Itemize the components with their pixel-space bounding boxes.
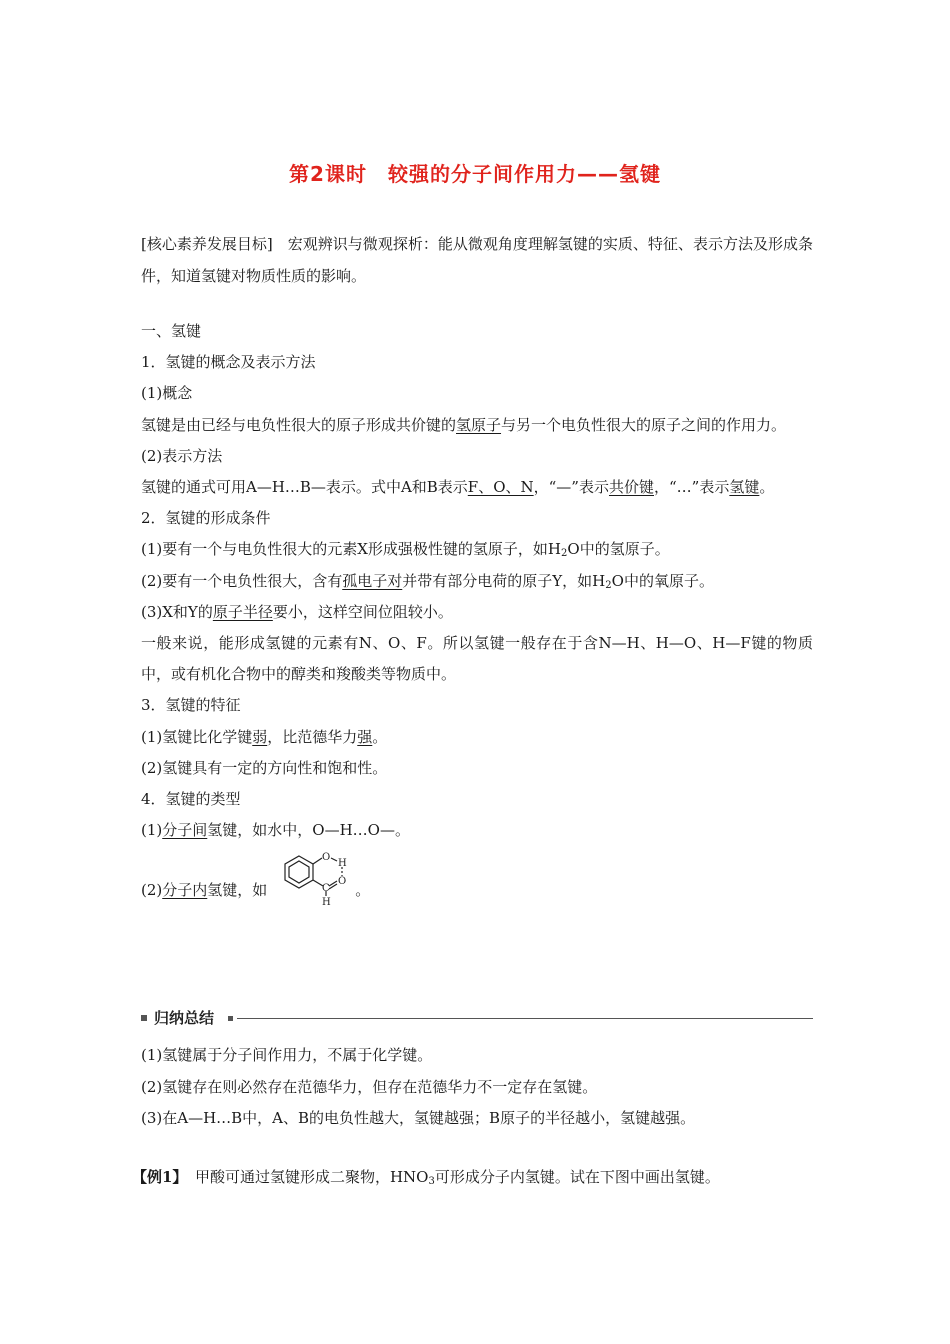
condition-2 — [141, 566, 813, 597]
answer-blank: F、O、N — [467, 477, 534, 496]
condition-3 — [141, 597, 813, 628]
benzene-inner-ring — [289, 861, 309, 883]
text-span: (2)要有一个电负性很大，含有 — [141, 571, 343, 590]
core-goal — [141, 228, 813, 292]
atom-o2: O — [338, 876, 347, 888]
notation-label: (2)表示方法 — [141, 446, 223, 465]
text-span: (1)氢键比化学键 — [141, 727, 253, 746]
square-bullet-icon — [141, 1015, 147, 1021]
answer-blank: 弱 — [252, 727, 268, 746]
concept-paragraph — [141, 410, 813, 441]
text-span: (1)要有一个与电负性很大的元素X形成强极性键的氢原子，如H — [141, 540, 562, 559]
section-heading: 一、氢键 — [141, 322, 202, 340]
heading-types: 4．氢键的类型 — [141, 789, 241, 808]
answer-blank: 孤电子对 — [342, 571, 403, 590]
summary-item: (1)氢键属于分子间作用力，不属于化学键。 — [141, 1046, 433, 1064]
text-span: 氢键的通式可用A—H…B—表示。式中A和B表示 — [141, 477, 468, 496]
atom-o: O — [322, 852, 331, 864]
goal-tag: [核心素养发展目标] — [141, 235, 273, 253]
answer-blank: 分子内 — [162, 881, 208, 900]
answer-blank: 氢键 — [729, 477, 760, 496]
text-span: O中的氧原子。 — [611, 571, 714, 590]
page-title: 第2课时 较强的分子间作用力——氢键 — [289, 162, 661, 186]
subscript: 2 — [561, 548, 568, 560]
text-span: 。 — [759, 477, 775, 496]
feature-2: (2)氢键具有一定的方向性和饱和性。 — [141, 758, 388, 777]
text-span: O中的氢原子。 — [567, 540, 670, 559]
text-span: 。 — [355, 881, 371, 900]
text-span: 与另一个电负性很大的原子之间的作用力。 — [501, 415, 787, 434]
text-span: ，比范德华力 — [267, 727, 358, 746]
bond-o-h — [331, 858, 337, 861]
answer-blank: 氢原子 — [456, 415, 502, 434]
answer-blank: 分子间 — [162, 821, 208, 840]
example-tag: 【例1】 — [132, 1168, 180, 1186]
main-content — [141, 316, 813, 908]
type-2 — [141, 846, 813, 908]
text-span: 氢键，如水中，O—H…O—。 — [207, 821, 410, 840]
text-span: 。 — [372, 727, 388, 746]
summary-item: (2)氢键存在则必然存在范德华力，但存在范德华力不一定存在氢键。 — [141, 1077, 598, 1096]
text-span: (1) — [141, 821, 163, 840]
text-span: 甲酸可通过氢键形成二聚物，HNO — [179, 1168, 429, 1186]
divider — [237, 1018, 813, 1019]
bond-c-o — [313, 858, 322, 864]
summary-list — [141, 1040, 813, 1135]
text-span: 并带有部分电荷的原子Y，如H — [402, 571, 606, 590]
condition-1 — [141, 534, 813, 565]
text-span: (2) — [141, 881, 163, 900]
type-1 — [141, 815, 813, 846]
summary-item: (3)在A—H…B中，A、B的电负性越大，氢键越强；B原子的半径越小，氢键越强。 — [141, 1109, 696, 1127]
text-span: 氢键，如 — [207, 881, 268, 900]
goal-text: 宏观辨识与微观探析：能从微观角度理解氢键的实质、特征、表示方法及形成条件，知道氢键对物质性质的影响。 — [141, 235, 813, 285]
example-1 — [132, 1166, 822, 1187]
square-bullet-icon — [228, 1016, 233, 1021]
summary-header — [141, 1007, 813, 1029]
heading-conditions: 2．氢键的形成条件 — [141, 509, 271, 528]
text-span: (3)X和Y的 — [141, 602, 213, 621]
atom-h2: H — [322, 897, 331, 909]
text-span: 要小，这样空间位阻较小。 — [272, 602, 453, 621]
text-span: ，“—”表示 — [533, 477, 609, 496]
answer-blank: 强 — [357, 727, 373, 746]
salicylaldehyde-structure — [281, 846, 371, 908]
notation-paragraph — [141, 472, 813, 503]
text-span: ，“…”表示 — [654, 477, 730, 496]
subscript: 2 — [605, 579, 612, 591]
heading-concept: 1．氢键的概念及表示方法 — [141, 353, 316, 372]
subscript: 3 — [428, 1176, 435, 1187]
answer-blank: 原子半径 — [212, 602, 273, 621]
atom-c: C — [322, 883, 330, 895]
feature-1 — [141, 722, 813, 753]
text-span: 氢键是由已经与电负性很大的原子形成共价键的 — [141, 415, 457, 434]
concept-label: (1)概念 — [141, 384, 193, 403]
summary-label: 归纳总结 — [154, 1009, 215, 1027]
elements-paragraph: 一般来说，能形成氢键的元素有N、O、F。所以氢键一般存在于含N—H、H—O、H—F键的物质中，或有机化合物中的醇类和羧酸类等物质中。 — [141, 633, 813, 684]
text-span: 可形成分子内氢键。试在下图中画出氢键。 — [434, 1168, 720, 1186]
atom-h: H — [338, 858, 347, 870]
answer-blank: 共价键 — [608, 477, 654, 496]
heading-features: 3．氢键的特征 — [141, 696, 241, 715]
